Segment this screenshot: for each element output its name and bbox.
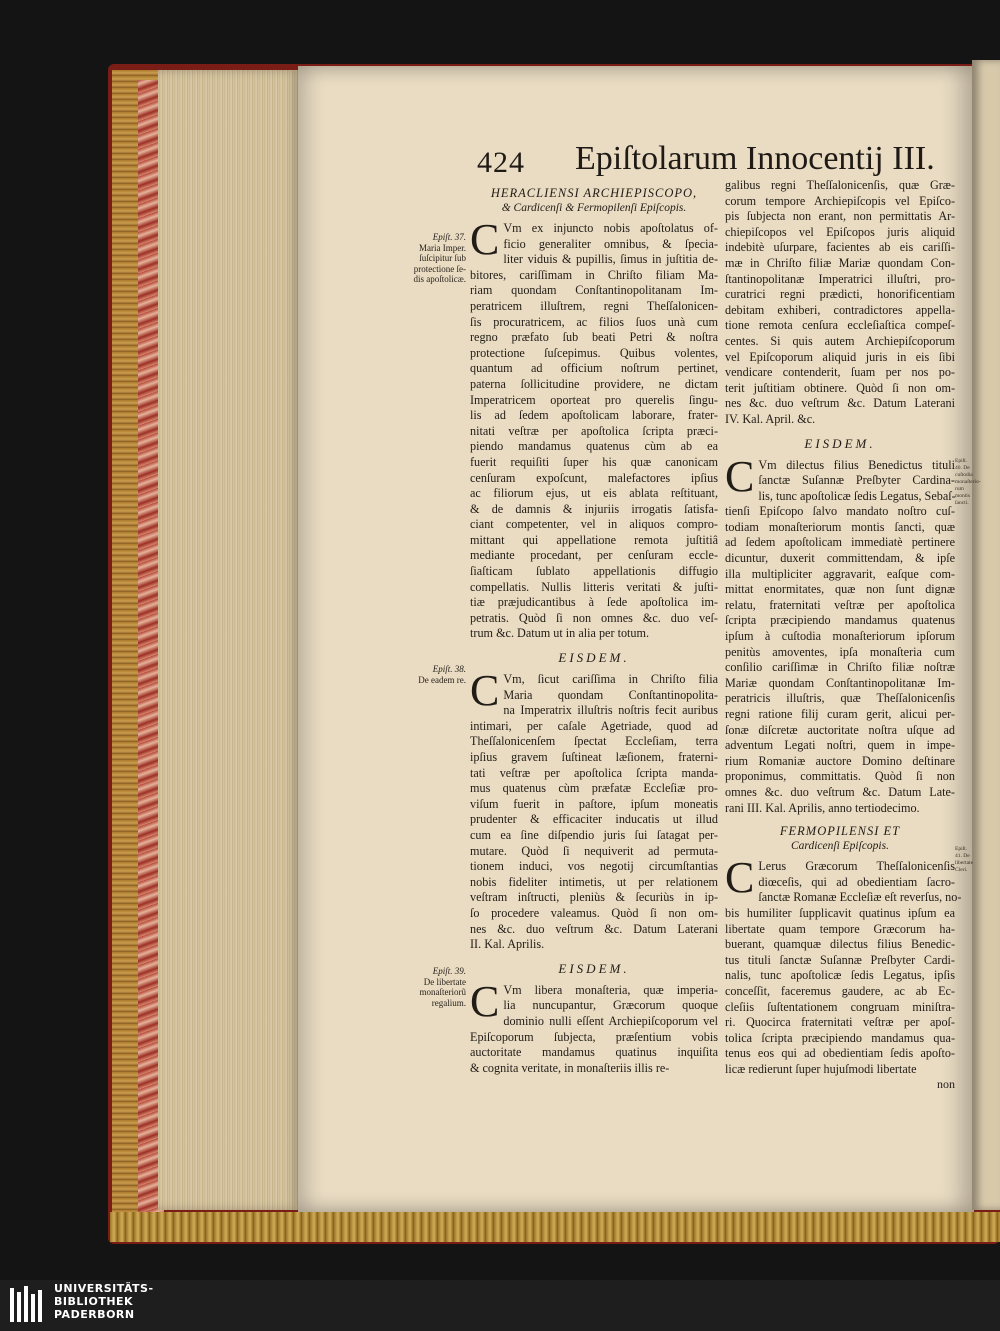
page-stack-edge xyxy=(158,70,300,1210)
text-line: Lerus Græcorum Theſſalonicenſis xyxy=(758,859,955,874)
text-line: mæ in Chriſto filiæ Mariæ quondam Con- xyxy=(725,255,955,270)
text-line: tenus eos qui ad obedientiam ſedis apoſto- xyxy=(725,1046,955,1061)
text-line: centes. Si quis autem Archiepiſcoporum xyxy=(725,333,955,348)
logo-line: PADERBORN xyxy=(54,1308,135,1321)
margin-note-ep37 xyxy=(410,232,466,285)
text-line: curatrici regni prædicti, honorificentiam xyxy=(725,287,955,302)
margin-note-number: Epiſt. 39. xyxy=(432,966,466,976)
text-line: lis ad ſedem apoſtolicam laborare, frater- xyxy=(470,408,718,423)
margin-note-text: De libertate monaſteriorũ regalium. xyxy=(419,976,466,1008)
text-line: nes &c. duo veſtrum &c. Datum Laterani xyxy=(470,921,718,936)
text-line: ſonæ diſcretæ auctoritate noſtra uſque ad xyxy=(725,722,955,737)
logo-line: UNIVERSITÄTS- xyxy=(54,1282,154,1295)
letter-heading: HERACLIENSI ARCHIEPISCOPO, xyxy=(490,186,698,200)
drop-cap: C xyxy=(470,666,500,716)
text-line: ipſius gravem ſuſtineat læſionem, fraterni- xyxy=(470,750,718,764)
text-line: terit juſtitiam obtinere. Quòd ſi non om- xyxy=(725,380,955,395)
text-line: ficio generaliter omnibus, & ſpecia- xyxy=(503,236,718,251)
text-line: todiam monaſteriorum montis ſancti, quæ xyxy=(725,519,955,534)
text-line: riam quondam Conſtantinopolitanam Im- xyxy=(470,283,718,298)
letter-38 xyxy=(470,666,718,953)
text-line: ſtantinopolitanæ Imperatrici illuſtri, pro- xyxy=(725,271,955,286)
page-number: 424 xyxy=(477,146,525,179)
margin-note-ep41: Epiſt. 41. De libertate Cleri. xyxy=(955,846,974,873)
text-line: tati veſtræ per apoſtolica ſcripta manda- xyxy=(470,765,718,780)
text-line: Vm ex injuncto nobis apoſtolatus of- xyxy=(503,221,718,235)
letter-heading: FERMOPILENSI ET xyxy=(779,824,901,839)
letter-41 xyxy=(725,853,962,1077)
section-title-eisdem: EISDEM. xyxy=(804,435,876,451)
margin-note-ep39 xyxy=(410,966,466,1008)
gilt-border-bottom xyxy=(110,1212,1000,1242)
letter-38-text xyxy=(470,666,718,953)
text-line: nes &c. duo veſtrum &c. Datum Laterani xyxy=(725,396,955,411)
facing-page-edge xyxy=(972,60,1000,1210)
text-line: vendicare contenderit, ſuam per nos po- xyxy=(725,365,955,380)
text-line: ac filiorum ejus, ut eis ablata reſtituant, xyxy=(470,486,718,501)
text-line: ſiaſticam ſublato appellationis diffugio xyxy=(470,564,718,579)
text-line: ſanctæ Suſannæ Preſbyter Cardina- xyxy=(758,473,955,488)
text-line: trum &c. Datum ut in alia per totum. xyxy=(470,626,650,641)
text-line: viſum fuerit in paſtore, ipſum moneatis xyxy=(470,796,718,811)
text-line: rani III. Kal. Aprilis, anno tertiodecimo. xyxy=(725,800,920,815)
text-line: lia nuncupantur, Græcorum quoque xyxy=(503,998,718,1013)
text-line: ſo procedere valeamus. Quòd ſi non om- xyxy=(470,905,718,920)
text-line: compellatis. Nullis litteris veritati & juſti- xyxy=(470,579,718,594)
text-line: debitam exhiberi, contradictores appella- xyxy=(725,302,955,317)
text-line: ciant competenter, vel in aliquos compro- xyxy=(470,517,718,532)
text-line: galibus regni Theſſalonicenſis, quæ Græ- xyxy=(725,178,955,192)
text-line: Mariæ quondam Conſtantinopolitanæ Im- xyxy=(725,675,955,690)
text-line: rium Romaniæ auctore Domino deſtinare xyxy=(725,753,955,768)
text-line: intimari, per caſale Agetriade, quod ad xyxy=(470,718,718,733)
text-line: proponimus, committatis. Quòd ſi non xyxy=(725,769,955,784)
text-line: bitores, cariſſimam in Chriſto filiam Ma- xyxy=(470,267,718,282)
text-line: indebitè uſurpare, facientes ab eis cariſſi- xyxy=(725,240,955,255)
text-line: Imperatricem oporteat pro querelis ſingu- xyxy=(470,392,718,407)
text-line: nitati veſtræ per apoſtolica ſcripta præci- xyxy=(470,423,718,438)
text-line: IV. Kal. April. &c. xyxy=(725,411,816,426)
margin-note-number: Epiſt. 38. xyxy=(432,664,466,674)
letter-39 xyxy=(470,976,718,1077)
text-line: nalis, tunc apoſtolicæ ſedis Legatus, ipſis xyxy=(725,968,955,983)
text-line: ri. Quocirca fraternitati veſtræ per apoſ- xyxy=(725,1015,955,1030)
text-line: tiæ præjudicantibus à ſede apoſtolica im- xyxy=(470,595,718,610)
text-line: ſis procuratricem, ac filios ſuos unà cum xyxy=(470,314,718,329)
text-line: mutare. Quòd ſi nequiverit ad permuta- xyxy=(470,843,718,858)
text-line: auctoritate mandamus quatinus inquiſita xyxy=(470,1045,718,1060)
section-title-eisdem: EISDEM. xyxy=(558,650,630,666)
text-line: regno præfato ſub beati Petri & noſtra xyxy=(470,330,718,345)
text-line: na Imperatrix illuſtris noſtris fecit auribus xyxy=(503,703,718,718)
text-line: petratis. Quòd ſi non omnes &c. duo veſ- xyxy=(470,610,718,625)
text-line: chiepiſcopos vel Epiſcopos juris aliquid xyxy=(725,224,955,239)
text-line: buerant, quamquæ dilectus filius Benedic- xyxy=(725,937,955,952)
letter-37-text xyxy=(470,215,718,642)
text-line: peratricis illuſtris, quæ Theſſalonicenſis xyxy=(725,691,955,706)
right-column xyxy=(725,178,962,1092)
text-line: libertate quam tempore Græcorum ha- xyxy=(725,921,955,936)
left-column xyxy=(470,186,718,1076)
text-line: pis ſubjecta non erant, non permittatis Ar- xyxy=(725,209,955,224)
text-line: & de damnis & injuriis irrogatis ſatisfa- xyxy=(470,501,718,516)
text-line: quantum ad officium noſtrum pertinet, xyxy=(470,361,718,376)
library-logo-icon xyxy=(8,1284,48,1326)
text-line: regni ratione filij curam gerit, alicui per- xyxy=(725,707,955,721)
margin-note-text: De eadem re. xyxy=(418,674,466,685)
text-line: tione remota cenſura eccleſiaſtica compeſ- xyxy=(725,318,955,333)
text-line: licæ redierunt ſuper hujuſmodi libertate xyxy=(725,1061,917,1076)
text-line: illa multipliciter aggravarit, eaſque com- xyxy=(725,566,955,581)
letter-37 xyxy=(470,215,718,642)
text-line: conſilio cariſſimæ in Chriſto filiæ noſtræ xyxy=(725,660,955,675)
text-line: corum tempore Archiepiſcopis vel Epiſco- xyxy=(725,193,955,208)
text-line: Maria quondam Conſtantinopolita- xyxy=(503,687,718,702)
margin-note-ep40: Epiſt. 40. De cuſtodia monaſterio- rum montis ſancti. xyxy=(955,458,981,506)
text-line: bis humiliter ſupplicavit quatinus ipſum ea xyxy=(725,905,955,920)
drop-cap: C xyxy=(725,451,755,501)
text-line: conceſſit, faceremus gaudere, ac ab Ec- xyxy=(725,983,955,998)
library-logo-text xyxy=(54,1282,154,1321)
text-line: omnes &c. duo veſtrum &c. Datum Late- xyxy=(725,784,955,799)
text-line: mus quatenus cùm præfatæ Eccleſiæ pro- xyxy=(470,781,718,796)
text-line: ad ſedem apoſtolicam immediatè pertinere xyxy=(725,535,955,550)
text-line: tienſi Epiſcopo ſalvo mandato noſtro cuſ- xyxy=(725,504,955,519)
running-title: Epiſtolarum Innocentij III. xyxy=(575,140,935,177)
logo-line: BIBLIOTHEK xyxy=(54,1295,134,1308)
text-line: adventum Legati noſtri, quem in impe- xyxy=(725,738,955,753)
text-line: II. Kal. Aprilis. xyxy=(470,937,545,952)
text-line: vel Epiſcoporum aliquid juris in eis ſibi xyxy=(725,349,955,364)
text-line: cenſuram expoſcunt, malefactores ipſius xyxy=(470,470,718,485)
text-line: dominio nulli eſſent Archiepiſcoporum vel xyxy=(503,1013,718,1028)
catchword: non xyxy=(937,1077,955,1092)
margin-note-ep38 xyxy=(410,664,466,685)
margin-note-number: Epiſt. 37. xyxy=(432,232,466,242)
text-line: penitùs amoventes, ipſa monaſteria cum xyxy=(725,644,955,659)
text-line: cleſiis ſuſtentationem congruam miniſtra- xyxy=(725,999,955,1014)
letter-heading-sub: & Cardicenſi & Fermopilenſi Epiſcopis. xyxy=(501,202,687,214)
text-line: Vm libera monaſteria, quæ imperia- xyxy=(503,982,718,997)
text-line: nobis fideliter intimetis, ut per relationem xyxy=(470,874,718,889)
letter-41-text xyxy=(725,853,962,1077)
text-line: veſtram inſtructi, pleniùs & ſecuriùs in ip- xyxy=(470,890,718,905)
text-line: mediante procedant, per cenſuram eccle- xyxy=(470,548,718,563)
margin-note-text: Maria Imper. ſuſcipitur ſub protectione ſe- dis apoſtolicæ. xyxy=(413,242,466,284)
section-title-eisdem: EISDEM. xyxy=(558,960,630,976)
text-line: Vm dilectus filius Benedictus tituli xyxy=(758,457,955,472)
text-line: tus tituli ſanctæ Suſannæ Preſbyter Cardi- xyxy=(725,952,955,967)
letter-39-text xyxy=(470,976,718,1077)
text-line: cum ea ſine diſpendio juris ſui ſatagat per- xyxy=(470,827,718,842)
text-line: mittat enormitates, quæ non ſunt dignæ xyxy=(725,582,955,597)
drop-cap: C xyxy=(470,976,500,1026)
letter-heading-sub: Cardicenſi Epiſcopis. xyxy=(791,840,889,853)
text-line: & cognita veritate, in monaſteriis illis re- xyxy=(470,1060,670,1075)
text-line: prudenter & efficaciter inducatis ut illud xyxy=(470,812,718,827)
letter-39-continuation xyxy=(725,178,955,428)
text-line: ſanctæ Romanæ Eccleſiæ eſt reverſus, no- xyxy=(758,890,962,905)
text-line: peratricem illuſtrem, regni Theſſalonicen- xyxy=(470,298,718,313)
letter-40-text xyxy=(725,451,956,817)
letter-40 xyxy=(725,451,956,817)
text-line: tolica ſcripta præcipiendo mandamus qua- xyxy=(725,1030,955,1045)
text-line: paterna ſollicitudine providere, ne dictam xyxy=(470,376,718,391)
text-line: tionem induci, vos negotij circumſtantias xyxy=(470,859,718,874)
text-line: Vm, ſicut cariſſima in Chriſto filia xyxy=(503,672,718,687)
text-line: protectione ſuſcepimus. Quibus volentes, xyxy=(470,345,718,360)
text-line: dicuntur, duxerit committendam, & ipſe xyxy=(725,551,955,566)
text-line: lis, tunc apoſtolicæ ſedis Legatus, Sebaſ- xyxy=(758,488,956,503)
text-line: fuerit requiſiti ſuper his quæ canonicam xyxy=(470,454,718,469)
text-line: diœceſis, qui ad obedientiam ſacro- xyxy=(758,874,955,889)
text-line: mittant qui appellatione remota juſtitiâ xyxy=(470,532,718,547)
text-line: liter viduis & pupillis, ſimus in juſtitia de- xyxy=(503,252,718,267)
text-line: relatu, fraternitati veſtræ per apoſtolica xyxy=(725,597,955,612)
drop-cap: C xyxy=(470,215,500,264)
text-line: ſcripta præcipiendo mandamus quatenus xyxy=(725,613,955,628)
text-line: piendo mandamus quatenus cùm ab ea xyxy=(470,439,718,454)
text-line: Theſſalonicenſem ſpectat Eccleſiam, terra xyxy=(470,734,718,749)
drop-cap: C xyxy=(725,853,755,903)
text-line: ipſum à cuſtodia monaſteriorum ipſorum xyxy=(725,629,955,644)
text-line: Epiſcoporum ſubjecta, præſentium vobis xyxy=(470,1029,718,1044)
